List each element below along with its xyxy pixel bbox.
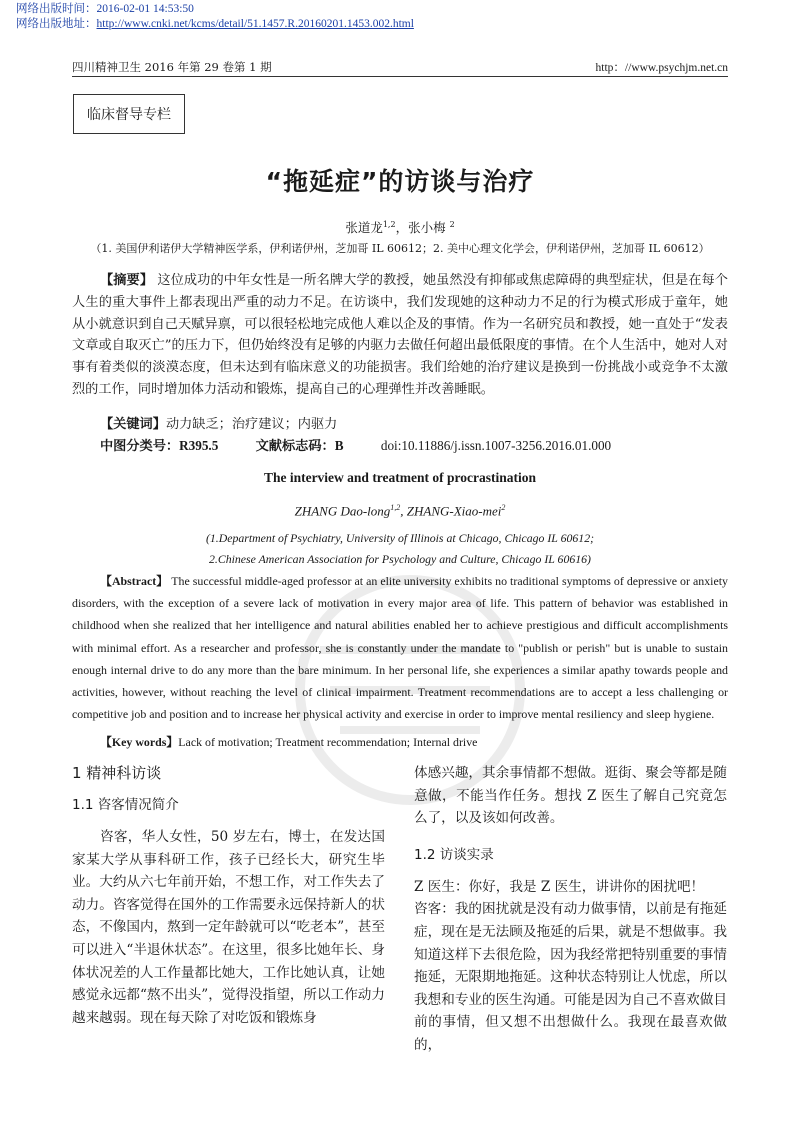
dialog-doctor-1: Z 医生：你好，我是 Z 医生，讲讲你的困扰吧！: [414, 878, 705, 895]
paper-title-cn: “拖延症”的访谈与治疗: [265, 167, 535, 196]
keywords-cn-text: 动力缺乏；治疗建议；内驱力: [165, 417, 338, 432]
doi: doi:10.11886/j.issn.1007-3256.2016.01.000: [380, 438, 612, 453]
affiliation-en-line-1: (1.Department of Psychiatry, University of Illinois at Chicago, Chicago IL 60612;: [205, 531, 595, 545]
section-1-2-heading: 1.2 访谈实录: [414, 846, 494, 863]
pub-time: 2016-02-01 14:53:50: [96, 3, 194, 15]
author-1-cn-affil: 1,2: [382, 219, 396, 229]
author-sep-cn: ，: [395, 220, 409, 235]
abstract-en-text: The successful middle-aged professor at an elite university exhibits no traditional symptoms of depressive or anxiety disorders, with the exception of a severe lack of motivation in every major area of life. This pattern of behavior was established in childhood when she realized that her intelligence and natural abilities enabled her to achieve prestigious and difficult accomplishments with minimal effort. As a researcher and professor, she is constantly under the mandate to "publish or perish" but is unable to sustain enough internal drive to do any more than the bare minimum. In her personal life, she experiences a similar apathy towards people and activities, however, without reaching the level of clinical impairment. Treatment recommendations are to accept a less challenging or competitive job and position and to increase her physical activity and exercise in order to improve mental resiliency and sleep hygiene.: [72, 574, 728, 722]
column-label: 临床督导专栏: [87, 107, 171, 123]
author-2-en-affil: 2: [501, 503, 506, 512]
running-head: [72, 59, 728, 77]
section-1-1-paragraph: 咨客，华人女性，50 岁左右，博士，在发达国家某大学从事科研工作，孩子已经长大，研究生毕业。大约从六七年前开始，不想工作，对工作失去了动力。咨客觉得在国外的工作需要永远保持新人的状态，不像国内，熬到一定年龄就可以“吃老本”，甚至可以进入“半退休状态”。在这里，很多比她年长、身体状况差的人工作量都比她大，工作比她认真，让她感觉永远都“熬不出头”，觉得没指望，所以工作动力越来越弱。现在每天除了对吃饭和锻炼身: [72, 829, 385, 1026]
author-2-en: ZHANG-Xiao-mei: [406, 503, 502, 519]
section-1-1-heading: 1.1 咨客情况简介: [72, 797, 179, 813]
keywords-cn: [100, 413, 337, 432]
paper-title-en: The interview and treatment of procrastination: [263, 470, 537, 485]
author-sep-en: ,: [400, 503, 407, 519]
clc-number: 中图分类号：R395.5: [100, 438, 219, 453]
publication-info: [16, 2, 414, 32]
abstract-en-label: 【Abstract】: [100, 574, 169, 588]
author-2-cn: 张小梅: [408, 220, 446, 235]
author-2-cn-affil: 2: [449, 219, 455, 229]
column-label-box: [73, 94, 185, 134]
keywords-en-label: 【Key words】: [100, 735, 179, 749]
body-column-right: [414, 762, 727, 1057]
classification-row: [100, 435, 645, 454]
pub-url-label: 网络出版地址：: [16, 18, 97, 30]
author-1-cn: 张道龙: [345, 220, 383, 235]
section-1-1-continued: 体感兴趣，其余事情都不想做。逛街、聚会等都是随意做，不能当作任务。想找 Z 医生了解自己究竟怎么了，以及该如何改善。: [414, 765, 727, 827]
authors-en: [0, 503, 800, 519]
pub-time-label: 网络出版时间：: [16, 3, 97, 15]
pub-url-link[interactable]: http://www.cnki.net/kcms/detail/51.1457.R.20160201.1453.002.html: [96, 18, 414, 30]
dialog-client-1: 咨客：我的困扰就是没有动力做事情，以前是有拖延症，现在是无法顾及拖延的后果，就是不想做事。我知道这样下去很危险，因为我经常把特别重要的事情拖延，无限期地拖延。这种状态特别让人忧虑，所以我想和专业的医生沟通。可能是因为自己不喜欢做目前的事情，但又想不出想做什么。我现在最喜欢做的，: [414, 901, 727, 1053]
affiliation-en-line-2: 2.Chinese American Association for Psychology and Culture, Chicago IL 60616): [209, 552, 591, 566]
document-code: 文献标志码：B: [255, 438, 344, 453]
author-1-en: ZHANG Dao-long: [294, 503, 391, 519]
journal-site: http：//www.psychjm.net.cn: [595, 62, 728, 74]
author-1-en-affil: 1,2: [390, 503, 401, 512]
abstract-cn: [72, 270, 728, 401]
section-1-heading: 1 精神科访谈: [72, 764, 162, 782]
keywords-cn-label: 【关键词】: [100, 417, 166, 432]
keywords-en-text: Lack of motivation; Treatment recommendation; Internal drive: [178, 735, 478, 749]
authors-cn: [0, 218, 800, 236]
journal-issue: 四川精神卫生 2016 年第 29 卷第 1 期: [72, 60, 272, 74]
body-column-left: [72, 762, 385, 1029]
abstract-cn-label: 【摘要】: [100, 273, 154, 288]
affiliation-cn: （1. 美国伊利诺伊大学精神医学系，伊利诺伊州，芝加哥 IL 60612；2. 美中心理文化学会，伊利诺伊州，芝加哥 IL 60612）: [90, 242, 710, 255]
abstract-cn-text: 这位成功的中年女性是一所名牌大学的教授，她虽然没有抑郁或焦虑障碍的典型症状，但是在每个人生的重大事件上都表现出严重的动力不足。在访谈中，我们发现她的这种动力不足的行为模式形成于童年，她从小就意识到自己天赋异禀，可以很轻松地完成他人难以企及的事情。作为一名研究员和教授，她一直处于“发表文章或自取灭亡”的压力下，但仍始终没有足够的内驱力去做任何超出最低限度的事情。在个人生活中，她对人对事有着类似的淡漠态度，但未达到有临床意义的功能损害。我们给她的治疗建议是换到一份挑战小或竞争不太激烈的工作，同时增加体力活动和锻炼，提高自己的心理弹性并改善睡眠。: [72, 273, 728, 397]
